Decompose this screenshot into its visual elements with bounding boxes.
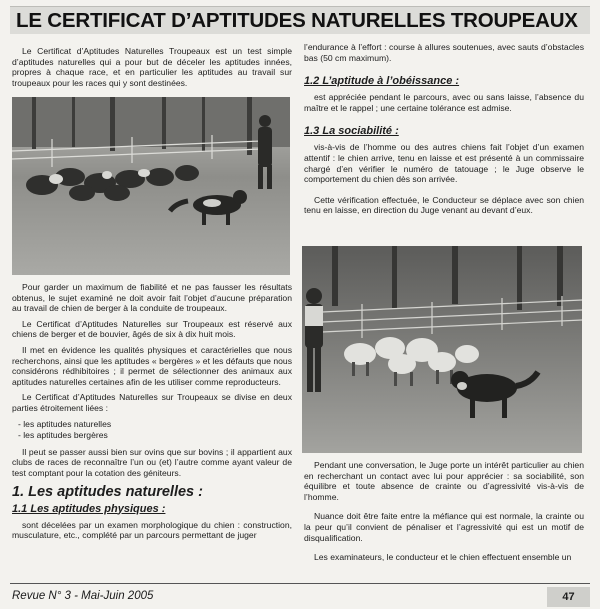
photo-handler-dog-sheep	[302, 246, 582, 453]
footer-divider	[10, 583, 590, 584]
parts-list	[18, 419, 292, 441]
subsection-heading-obeissance: 1.2 L’aptitude à l’obéissance :	[304, 75, 460, 88]
photo-sheep-herding	[12, 97, 290, 275]
paragraph-physiques: sont décelées par un examen morphologique du chien : construction, musculature, etc., complété par un parcours permettant de juger	[12, 519, 292, 541]
list-item: - les aptitudes bergères	[18, 430, 292, 441]
paragraph-parts: Le Certificat d’Aptitudes Naturelles sur Troupeaux se divise en deux parties étroitement liées :	[12, 392, 292, 413]
paragraph-nuance: Nuance doit être faite entre la méfiance qui est normale, la crainte ou la peur qu’il convient de pénaliser et l’agressivité qui est un motif de disqualification.	[304, 511, 584, 543]
issue-label: Revue N° 3 - Mai-Juin 2005	[12, 590, 154, 602]
right-column-top	[304, 42, 584, 221]
paragraph-conversation: Pendant une conversation, le Juge porte un intérêt particulier au chien en recherchant un contact avec lui pour apprécier : sa sociabilité, son équilibre et toute absence de crainte ou d’agressivité vis-à-vis de l’homme.	[304, 460, 584, 502]
page-number: 47	[547, 587, 590, 607]
paragraph-obeissance: est appréciée pendant le parcours, avec ou sans laisse, l’absence du maître et le rappel ; une certaine tolérance est admise.	[304, 92, 584, 113]
list-item: - les aptitudes naturelles	[18, 419, 292, 430]
paragraph-eligibility: Le Certificat d’Aptitudes Naturelles sur Troupeaux est réservé aux chiens de berger et de bouvier, âgés de six à dix huit mois.	[12, 318, 292, 340]
paragraph-reliability: Pour garder un maximum de fiabilité et ne pas fausser les résultats obtenus, le sujet examiné ne doit avoir fait l’objet d’aucune préparation au travail de chien de berger à la conduite de troupeaux.	[12, 282, 292, 314]
paragraph-endurance: l’endurance à l’effort : course à allures soutenues, avec sauts d’obstacles bas (50 cm maximum).	[304, 42, 584, 63]
subsection-heading-sociabilite: 1.3 La sociabilité :	[304, 125, 399, 138]
paragraph-examinateurs: Les examinateurs, le conducteur et le chien effectuent ensemble un	[314, 552, 572, 563]
paragraph-ovins-bovins: Il peut se passer aussi bien sur ovins que sur bovins ; il appartient aux clubs de races de reconnaître l’un ou (et) l’autre comme ayant valeur de test comptant pour la cotation des géniteurs.	[12, 446, 292, 478]
paragraph-sociabilite: vis-à-vis de l’homme ou des autres chiens fait l’objet d’un examen attentif : le chien arrive, tenu en laisse et est présenté à un commissaire chargé d’en vérifier le numéro de tatouage ; le Juge observe le comportement du chien dès son arrivée.	[304, 142, 584, 185]
paragraph-verification: Cette vérification effectuée, le Conducteur se déplace avec son chien tenu en laisse, en direction du Juge venant au devant d’eux.	[304, 194, 584, 216]
right-column-bottom	[304, 460, 584, 568]
subsection-heading-aptitudes-physiques: 1.1 Les aptitudes physiques :	[12, 502, 166, 515]
page-title: LE CERTIFICAT D’APTITUDES NATURELLES TROUPEAUX	[10, 6, 590, 34]
left-column-intro	[12, 46, 292, 93]
left-column-body	[12, 282, 292, 546]
paragraph-qualities: Il met en évidence les qualités physiques et caractérielles que nous recherchons, ainsi que les aptitudes « bergères » et les défauts que nous considérons rédhibitoires ; il permet de sélectionner des animaux aux aptitudes naturelles certaines afin de les utiliser comme reproducteurs.	[12, 344, 292, 387]
section-heading-aptitudes-naturelles: 1. Les aptitudes naturelles :	[12, 483, 203, 500]
intro-paragraph: Le Certificat d’Aptitudes Naturelles Troupeaux est un test simple d’aptitudes naturelles qui a pour but de déceler les aptitudes innées, propres à chaque race, et en particulier les aptitudes au travail sur troupeaux pour les races qui y sont destinées.	[12, 46, 292, 88]
